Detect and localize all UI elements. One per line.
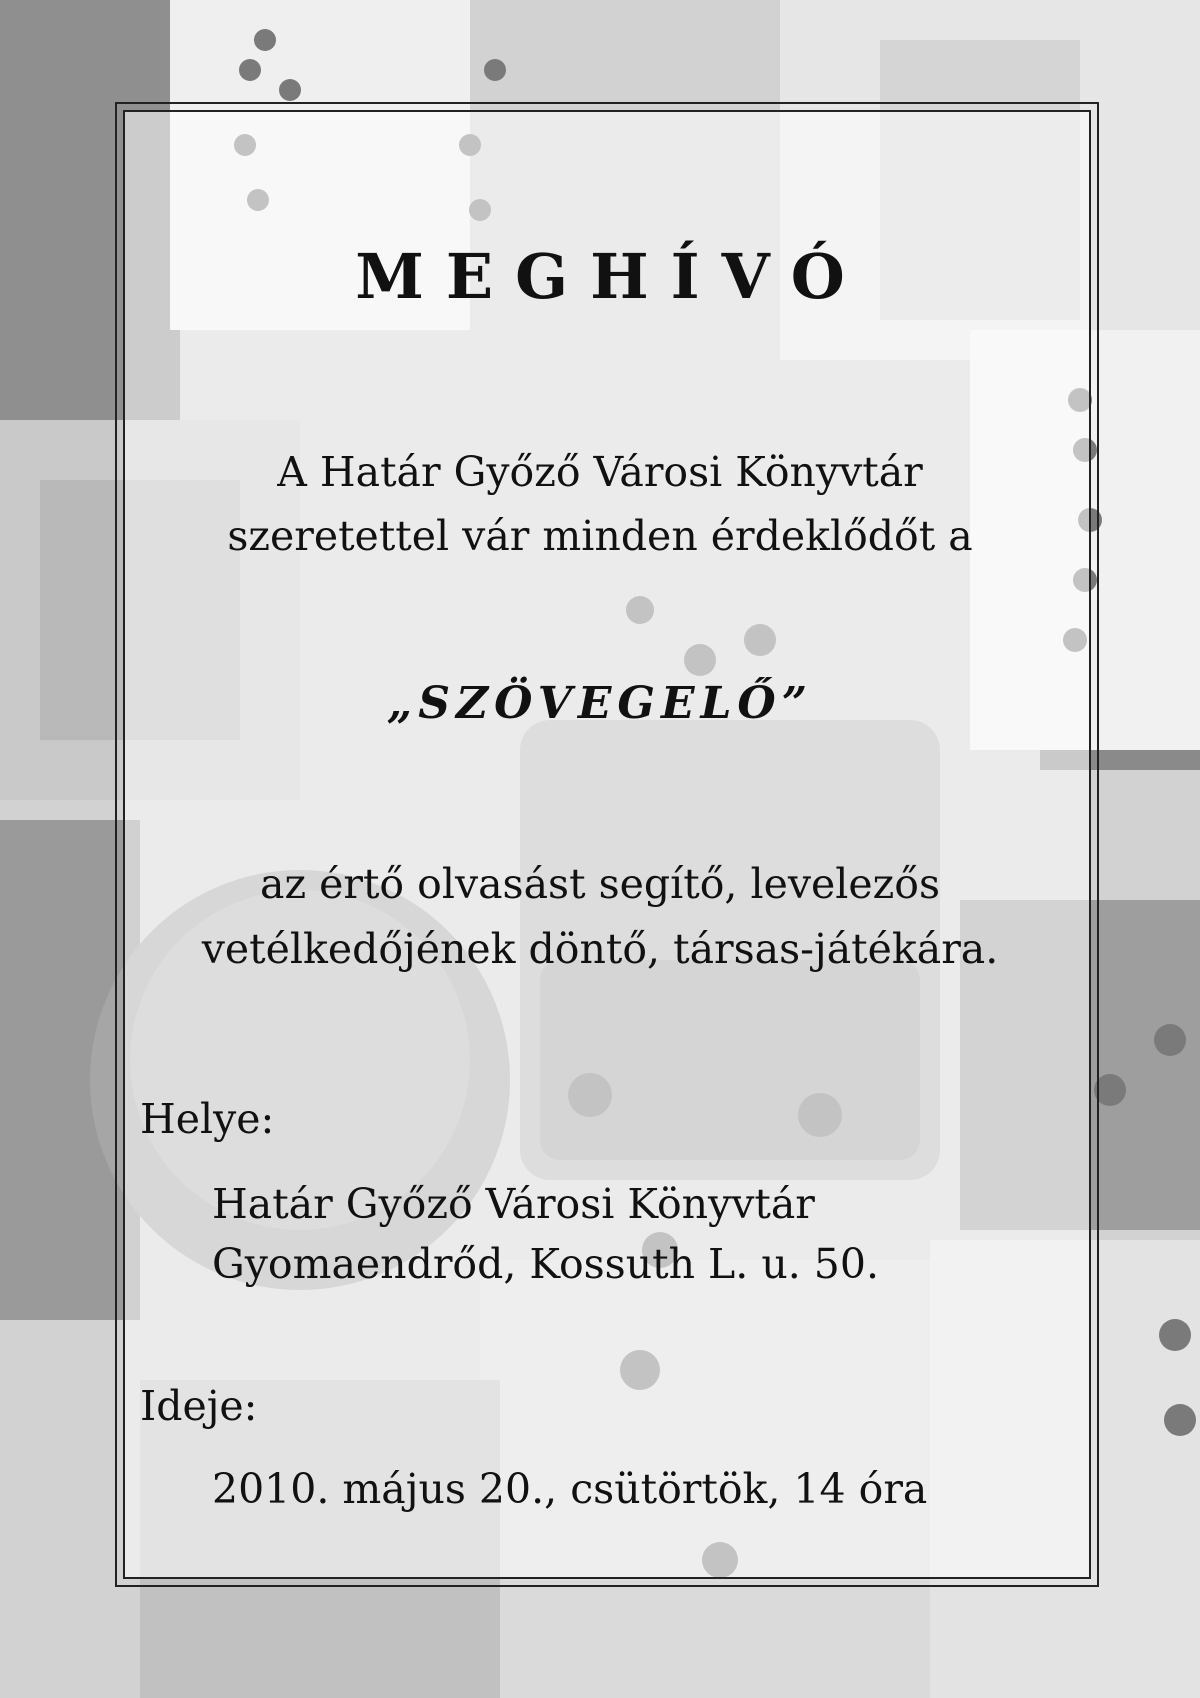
place-label: Helye: [140,1095,275,1143]
description-line-1: az értő olvasást segítő, levelezős [260,860,940,908]
frame-inner-border [123,110,1091,1579]
place-line-1: Határ Győző Városi Könyvtár [212,1180,815,1228]
place-line-2: Gyomaendrőd, Kossuth L. u. 50. [212,1240,880,1288]
time-value: 2010. május 20., csütörtök, 14 óra [212,1465,928,1513]
description-line-2: vetélkedőjének döntő, társas-játékára. [201,925,999,973]
intro-line-1: A Határ Győző Városi Könyvtár [277,448,923,496]
intro-line-2: szeretettel vár minden érdeklődőt a [227,512,973,560]
time-label: Ideje: [140,1382,258,1430]
event-name: „SZÖVEGELŐ” [386,678,814,729]
invitation-title: MEGHÍVÓ [355,240,867,313]
